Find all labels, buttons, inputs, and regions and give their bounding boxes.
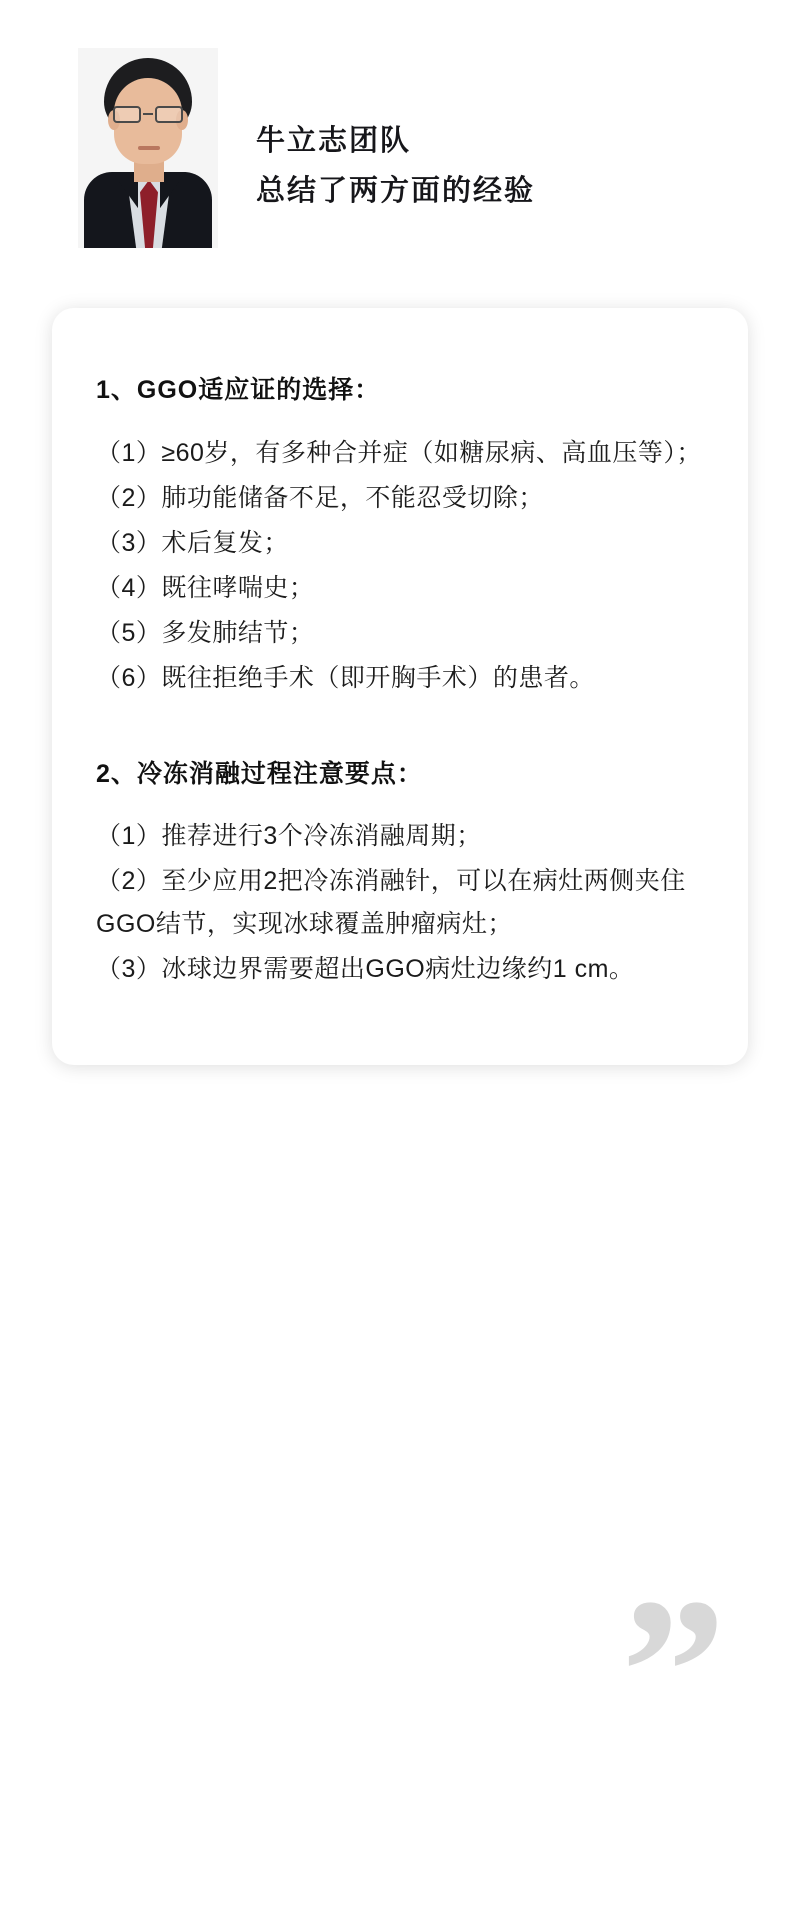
section-cryoablation-notes — [96, 756, 704, 992]
header-title-line-2: 总结了两方面的经验 — [256, 175, 536, 207]
portrait-mouth — [138, 146, 160, 150]
list-item: （6）既往拒绝手术（即开胸手术）的患者。 — [96, 663, 595, 692]
list-item: （3）术后复发； — [96, 528, 289, 557]
content-card — [52, 308, 748, 1065]
list-item: （5）多发肺结节； — [96, 618, 315, 647]
doctor-portrait-image — [78, 48, 218, 248]
header-text-block — [256, 87, 535, 210]
list-item: （4）既往哮喘史； — [96, 573, 315, 602]
section-title: 2、冷冻消融过程注意要点： — [96, 759, 423, 788]
list-item: （1）推荐进行3个冷冻消融周期； — [96, 822, 482, 850]
quote-mark-decoration: ” — [621, 1556, 726, 1788]
glasses-icon — [111, 106, 185, 124]
glasses-lens-right — [155, 106, 183, 123]
glasses-bridge — [143, 113, 153, 115]
section-title: 1、GGO适应证的选择： — [96, 376, 381, 404]
glasses-lens-left — [113, 106, 141, 123]
header-title-line-1: 牛立志团队 — [256, 124, 412, 157]
list-item: （1）≥60岁，有多种合并症（如糖尿病、高血压等）； — [96, 438, 702, 467]
list-item: （2）肺功能储备不足，不能忍受切除； — [96, 483, 544, 512]
header — [0, 0, 800, 248]
list-item: （2）至少应用2把冷冻消融针，可以在病灶两侧夹住GGO结节，实现冰球覆盖肿瘤病灶； — [96, 867, 686, 938]
section-indications — [96, 372, 704, 700]
list-item: （3）冰球边界需要超出GGO病灶边缘约1 cm。 — [96, 955, 635, 983]
